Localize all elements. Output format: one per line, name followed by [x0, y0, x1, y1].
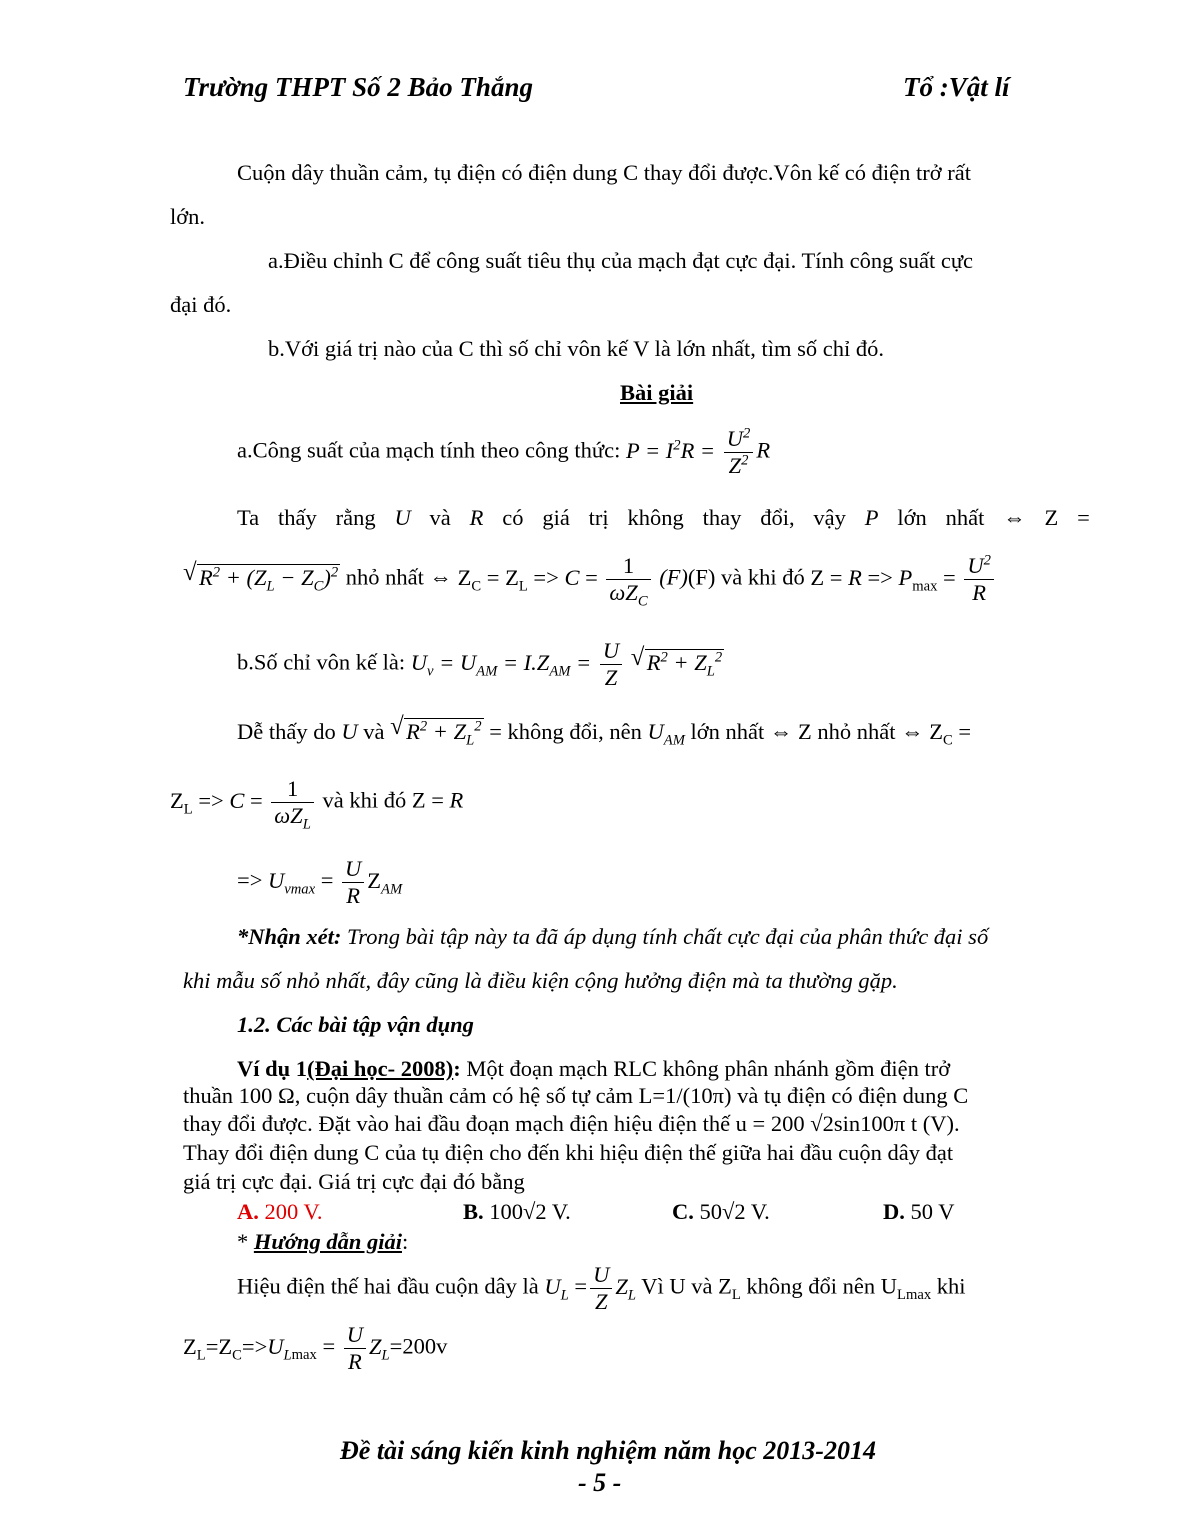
example1-line-4: Thay đổi điện dung C của tụ điện cho đến khi hiệu điện thế giữa hai đầu cuộn dây đạt [183, 1140, 954, 1165]
solution-a-intro: a.Công suất của mạch tính theo công thức: [237, 437, 621, 463]
sqrt-impedance: √ $R^2 + (Z_L - Z_C)^2$ [183, 558, 339, 595]
fraction-pmax: $\frac{U^2}{R}$ [964, 553, 994, 606]
solution-a-line2: √ $R^2 + (Z_L - Z_C)^2$ nhỏ nhất ⇔ $Z_C = Z_L => C$ = $\frac{1}{\omega Z_C}$ (F)(F) và khi đó $Z = R => P_{max}$ = $\frac{U^2}{R}$ [183, 553, 997, 606]
solution-a-formula: a.Công suất của mạch tính theo công thức: $P = I^2R$ = $\frac{U^2}{Z^2}$ R [237, 425, 771, 478]
sqrt-r-zl-2: √ $R^2 + Z_L^2$ [390, 713, 482, 749]
guide-line-2: $Z_L=Z_C=>U_{Lmax}$ = $\frac{U}{R}$ $Z_L=200v$ [183, 1322, 448, 1374]
page-number: - 5 - [578, 1468, 622, 1497]
remark-line-2: khi mẫu số nhỏ nhất, đây cũng là điều kiện cộng hưởng điện mà ta thường gặp. [183, 968, 898, 993]
example1-line-3: thay đổi được. Đặt vào hai đầu đoạn mạch điện hiệu điện thế u = 200 √2sin100π t (V). [183, 1111, 960, 1136]
fraction-capacitance: $\frac{1}{\omega Z_C}$ [606, 553, 650, 606]
header-department: Tổ :Vật lí [903, 72, 1010, 102]
fraction-u2-z2: $\frac{U^2}{Z^2}$ [724, 426, 754, 479]
problem-part-b: b.Với giá trị nào của C thì số chỉ vôn kế V là lớn nhất, tìm số chỉ đó. [268, 336, 885, 361]
fraction-u-r: $\frac{U}{R}$ [342, 856, 364, 909]
guide-heading: * Hướng dẫn giải: [237, 1229, 409, 1254]
fraction-u-z: $\frac{U}{Z}$ [600, 638, 622, 691]
example1-line-5: giá trị cực đại. Giá trị cực đại đó bằng [183, 1169, 525, 1194]
problem-line-1-cont: lớn. [170, 204, 206, 229]
remark-line-1: *Nhận xét: Trong bài tập này ta đã áp dụng tính chất cực đại của phân thức đại số [237, 924, 989, 949]
solution-b-reason: Dễ thấy do U và √ $R^2 + Z_L^2$ = không đổi, nên $U_{AM}$ lớn nhất ⇔ Z nhỏ nhất ⇔ $Z_C$ = [237, 713, 972, 749]
fraction-u-z-2: $\frac{U}{Z}$ [590, 1262, 612, 1315]
example1-line-1: Ví dụ 1(Đại học- 2008): Một đoạn mạch RLC không phân nhánh gồm điện trở [237, 1056, 951, 1081]
sqrt-r-zl: √ $R^2 + Z_L^2$ [630, 643, 723, 680]
section-title: 1.2. Các bài tập vận dụng [237, 1012, 474, 1037]
solution-b-line2: $Z_L => C$ = $\frac{1}{\omega Z_L}$ và khi đó Z = R [170, 776, 464, 833]
solution-a-reason: Ta thấy rằng U và R có giá trị không thay đổi, vậy P lớn nhất ⇔ Z = [237, 505, 1090, 530]
option-c: C. 50√2 V. [672, 1199, 770, 1224]
formula-power: $P = I^2R$ = [625, 437, 716, 463]
option-d: D. 50 V [883, 1199, 955, 1224]
option-b: B. 100√2 V. [463, 1199, 571, 1224]
fraction-capacitance-2: $\frac{1}{\omega Z_L}$ [271, 776, 314, 829]
fraction-u-r-2: $\frac{U}{R}$ [344, 1322, 366, 1375]
solution-title: Bài giải [620, 380, 694, 405]
problem-line-1: Cuộn dây thuần cảm, tụ điện có điện dung C thay đổi được.Vôn kế có điện trở rất [237, 160, 971, 185]
header-school: Trường THPT Số 2 Bảo Thắng [183, 72, 533, 102]
footer-title: Đề tài sáng kiến kinh nghiệm năm học 2013-2014 [340, 1436, 876, 1465]
option-a: A. 200 V. [237, 1199, 323, 1224]
guide-line-1: Hiệu điện thế hai đầu cuộn dây là $U_L$ = $\frac{U}{Z}$ $Z_L$ Vì U và $Z_L$ không đổi nên $U_{Lmax}$ khi [237, 1262, 966, 1314]
problem-part-a: a.Điều chỉnh C để công suất tiêu thụ của mạch đạt cực đại. Tính công suất cực [268, 248, 974, 273]
problem-part-a-cont: đại đó. [170, 292, 232, 317]
example1-line-2: thuần 100 Ω, cuộn dây thuần cảm có hệ số tự cảm L=1/(10π) và tụ điện có điện dung C [183, 1083, 969, 1108]
solution-b-result: => $U_{vmax}$ = $\frac{U}{R}$ $Z_{AM}$ [237, 856, 403, 908]
solution-b-formula: b.Số chỉ vôn kế là: $U_v = U_{AM} = I.Z_{AM}$ = $\frac{U}{Z}$ √ $R^2 + Z_L^2$ [237, 638, 723, 690]
